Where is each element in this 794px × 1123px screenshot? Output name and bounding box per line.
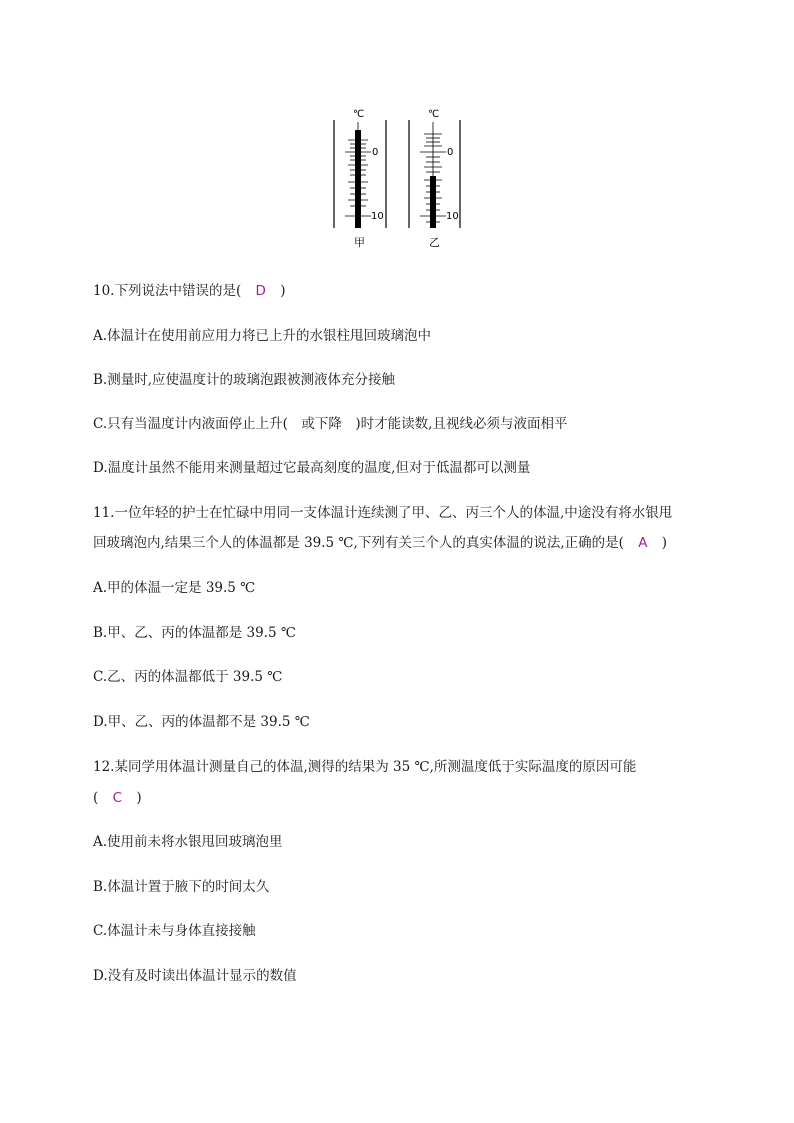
q11-option-c: C.乙、丙的体温都低于 39.5 ℃ — [93, 669, 283, 685]
q10-option-d: D.温度计虽然不能用来测量超过它最高刻度的温度,但对于低温都可以测量 — [93, 460, 531, 476]
q12-option-b: B.体温计置于腋下的时间太久 — [93, 879, 270, 895]
q11-stem-line2 — [93, 533, 733, 553]
q11-answer: A — [638, 535, 648, 551]
q11-close-paren: ) — [661, 535, 668, 551]
q12-open-paren: ( — [93, 790, 99, 806]
q12-option-d: D.没有及时读出体温计显示的数值 — [93, 968, 297, 984]
q12-stem-line1: 12.某同学用体温计测量自己的体温,测得的结果为 35 ℃,所测温度低于实际温度的原因可能 — [93, 759, 637, 775]
mercury-column-jia — [355, 130, 361, 228]
q11-option-a: A.甲的体温一定是 39.5 ℃ — [93, 580, 256, 596]
tick-label-10-yi: 10 — [446, 211, 459, 222]
q12-answer-line — [93, 788, 733, 808]
q11-stem-line2-text: 回玻璃泡内,结果三个人的体温都是 39.5 ℃,下列有关三个人的真实体温的说法,正确的是( — [93, 535, 624, 551]
mercury-column-yi — [430, 176, 436, 228]
thermometer-diagram — [320, 100, 480, 260]
unit-label-yi: ℃ — [428, 109, 440, 120]
q10-option-c: C.只有当温度计内液面停止上升( 或下降 )时才能读数,且视线必须与液面相平 — [93, 416, 568, 432]
q10-answer: D — [255, 283, 266, 299]
label-jia: 甲 — [354, 236, 365, 249]
q11-stem-line1: 11.一位年轻的护士在忙碌中用同一支体温计连续测了甲、乙、丙三个人的体温,中途没有将水银甩 — [93, 505, 673, 521]
q12-answer: C — [112, 790, 123, 806]
q12-option-a: A.使用前未将水银甩回玻璃泡里 — [93, 834, 283, 850]
q11-option-b: B.甲、乙、丙的体温都是 39.5 ℃ — [93, 625, 296, 641]
tick-label-10-jia: 10 — [371, 211, 384, 222]
tick-label-0-yi: 0 — [447, 147, 454, 158]
thermometer-yi — [409, 109, 460, 249]
q10-stem-text: 10.下列说法中错误的是( — [93, 283, 242, 299]
unit-label-jia: ℃ — [353, 109, 365, 120]
q10-option-a: A.体温计在使用前应用力将已上升的水银柱甩回玻璃泡中 — [93, 328, 432, 344]
thermometer-jia — [334, 109, 386, 249]
q10-close-paren: ) — [280, 283, 286, 299]
thermometer-figure — [320, 100, 480, 260]
q12-close-paren: ) — [136, 790, 142, 806]
q12-option-c: C.体温计未与身体直接接触 — [93, 923, 256, 939]
q10-stem — [93, 281, 733, 301]
label-yi: 乙 — [429, 236, 440, 249]
q11-option-d: D.甲、乙、丙的体温都不是 39.5 ℃ — [93, 714, 310, 730]
tick-label-0-jia: 0 — [372, 147, 379, 158]
q10-option-b: B.测量时,应使温度计的玻璃泡跟被测液体充分接触 — [93, 372, 396, 388]
